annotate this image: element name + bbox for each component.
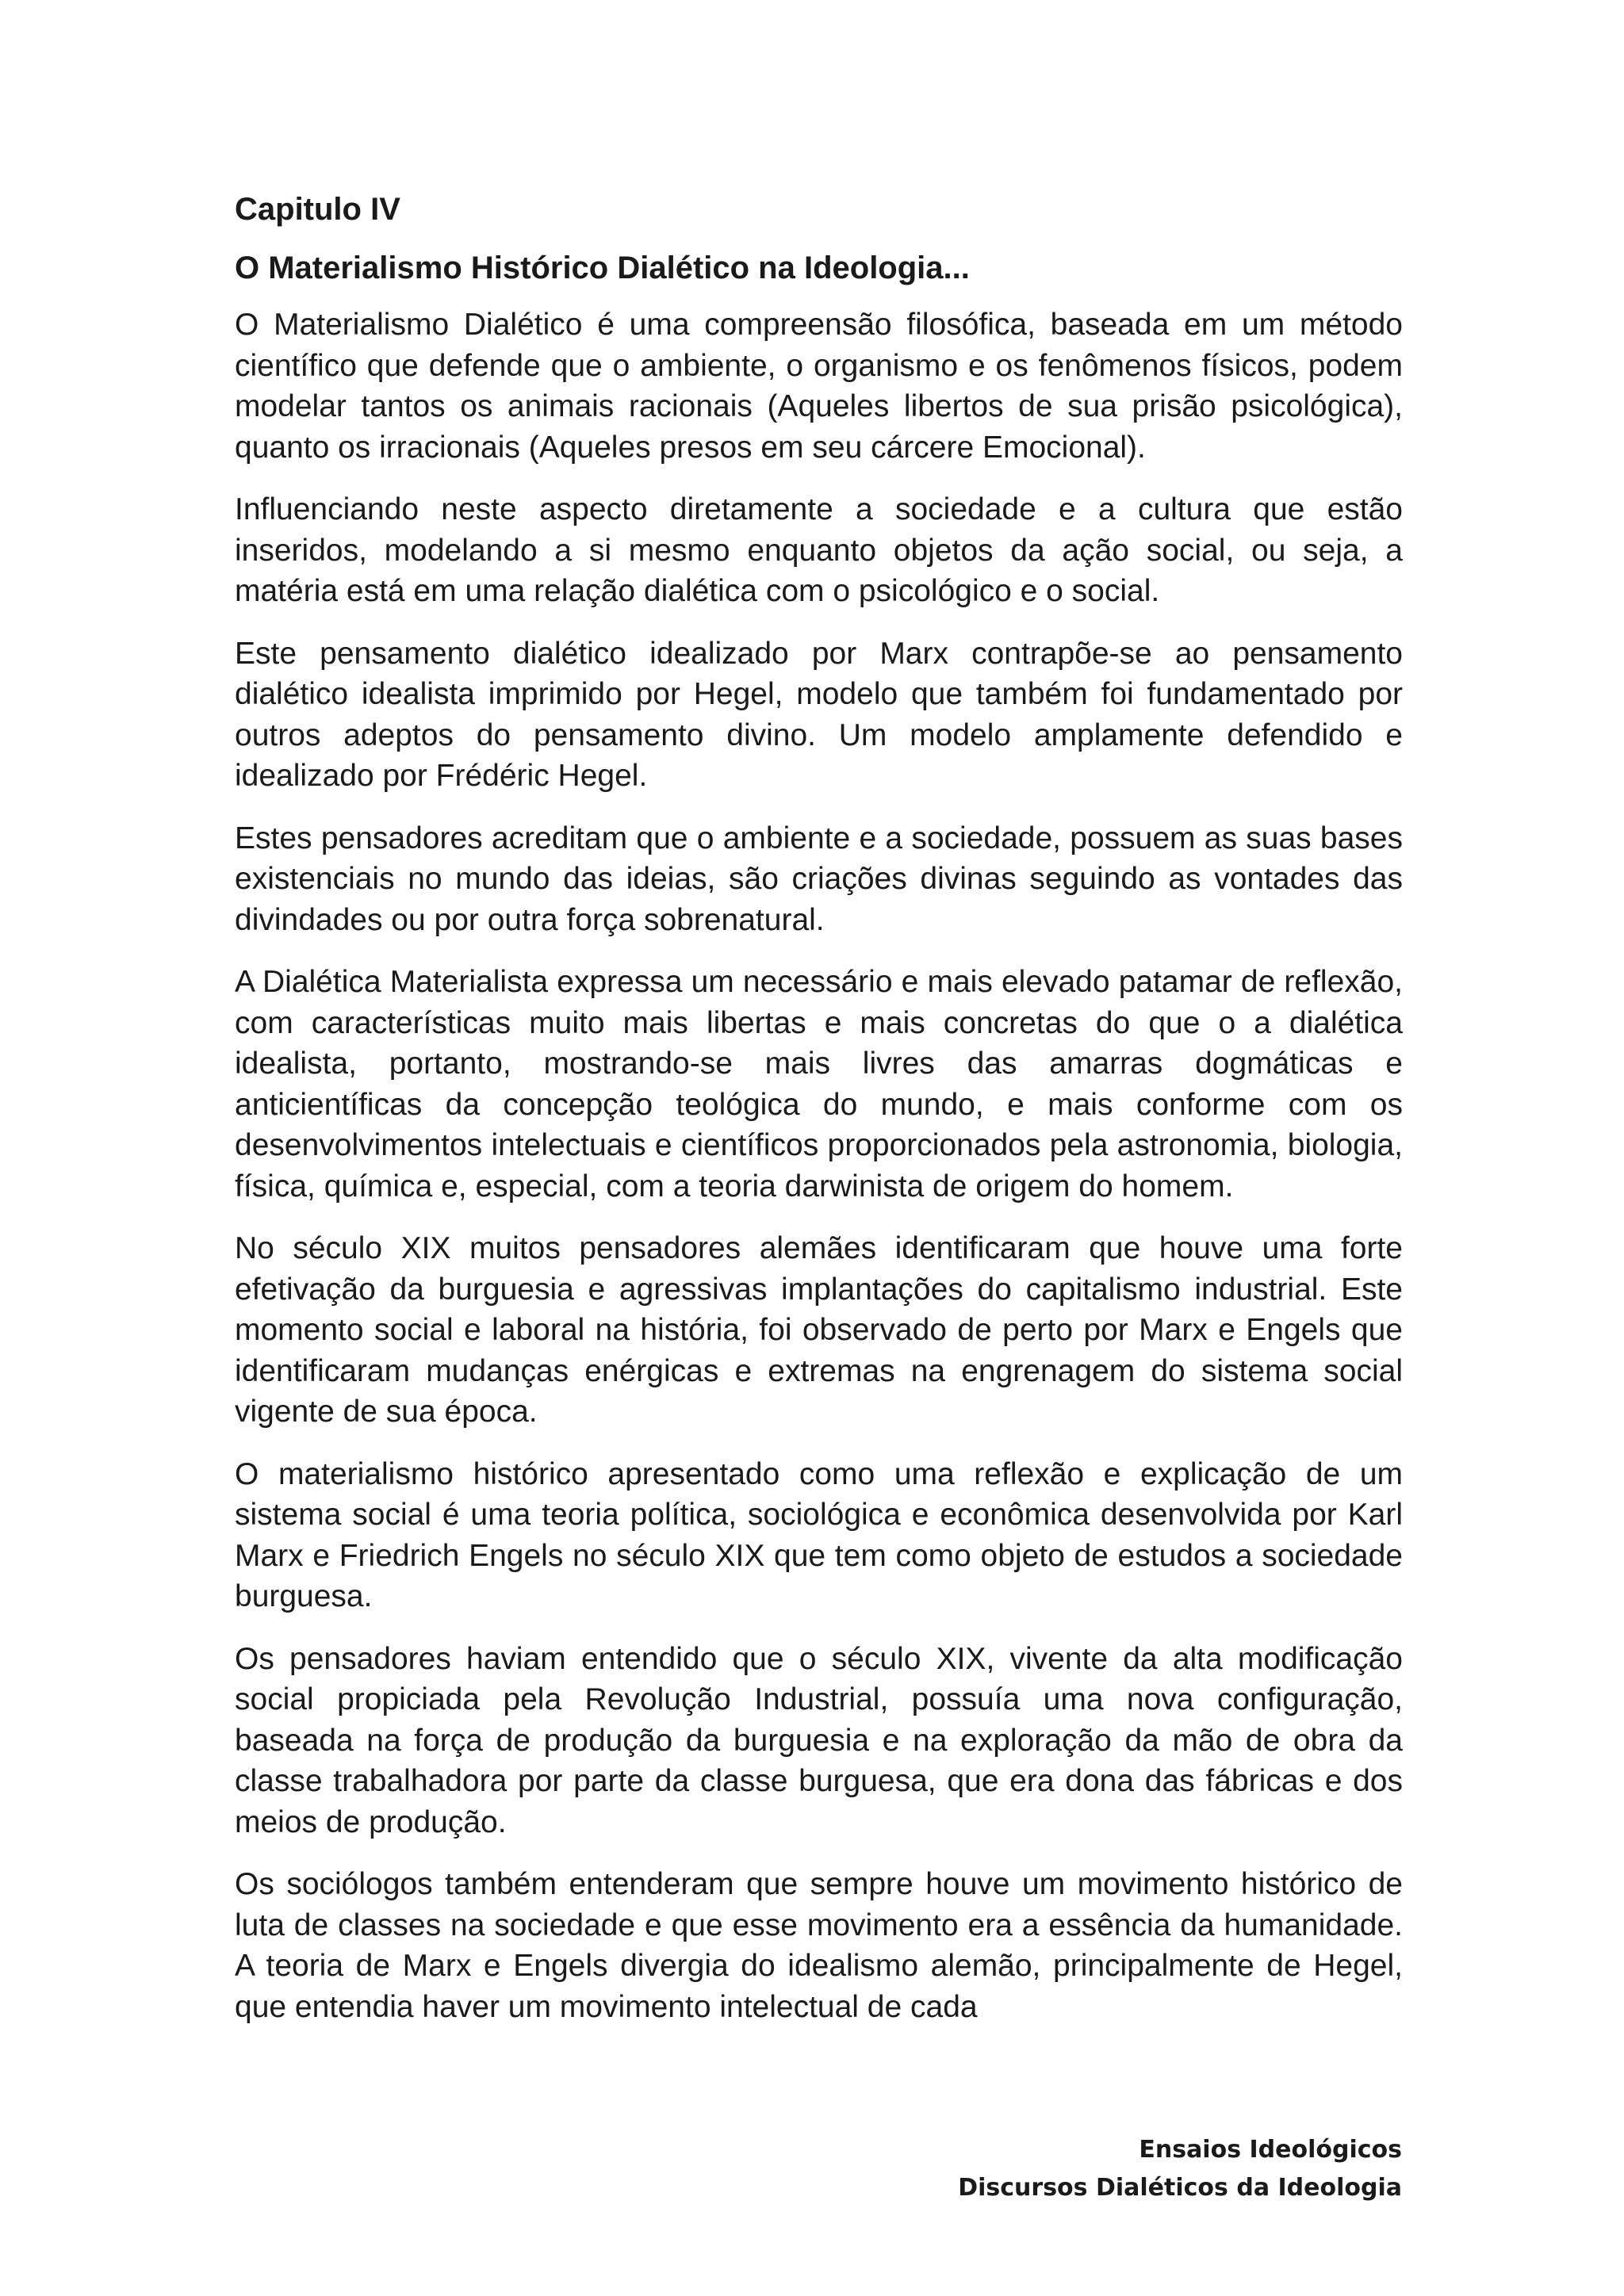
- footer-book-subtitle: Discursos Dialéticos da Ideologia: [958, 2174, 1402, 2202]
- footer-book-title: Ensaios Ideológicos: [1139, 2136, 1402, 2164]
- paragraph: Estes pensadores acreditam que o ambiente e a sociedade, possuem as suas bases existenciais no mundo das ideias, são criações divinas seguindo as vontades das divindades ou por outra força sobrenatural.: [235, 821, 1403, 937]
- paragraph: Os pensadores haviam entendido que o século XIX, vivente da alta modificação social propiciada pela Revolução Industrial, possuía uma nova configuração, baseada na força de produção da burguesia e na exploração da mão de obra da classe trabalhadora por parte da classe burguesa, que era dona das fábricas e dos meios de produção.: [235, 1641, 1403, 1839]
- paragraph: Os sociólogos também entenderam que sempre houve um movimento histórico de luta de classes na sociedade e que esse movimento era a essência da humanidade. A teoria de Marx e Engels divergia do idealismo alemão, principalmente de Hegel, que entendia haver um movimento intelectual de cada: [235, 1867, 1403, 2024]
- paragraph: O Materialismo Dialético é uma compreensão filosófica, baseada em um método científico que defende que o ambiente, o organismo e os fenômenos físicos, podem modelar tantos os animais racionais (Aqueles libertos de sua prisão psicológica), quanto os irracionais (Aqueles presos em seu cárcere Emocional).: [235, 308, 1403, 465]
- chapter-heading: Capitulo IV: [235, 192, 400, 227]
- paragraph: No século XIX muitos pensadores alemães identificaram que houve uma forte efetivação da burguesia e agressivas implantações do capitalismo industrial. Este momento social e laboral na história, foi observado de perto por Marx e Engels que identificaram mudanças enérgicas e extremas na engrenagem do sistema social vigente de sua época.: [235, 1231, 1403, 1429]
- paragraph: O materialismo histórico apresentado como uma reflexão e explicação de um sistema social é uma teoria política, sociológica e econômica desenvolvida por Karl Marx e Friedrich Engels no século XIX que tem como objeto de estudos a sociedade burguesa.: [235, 1456, 1403, 1613]
- page-footer: [958, 2131, 1402, 2207]
- paragraph: Influenciando neste aspecto diretamente a sociedade e a cultura que estão inseridos, modelando a si mesmo enquanto objetos da ação social, ou seja, a matéria está em uma relação dialética com o psicológico e o social.: [235, 492, 1403, 608]
- paragraph: A Dialética Materialista expressa um necessário e mais elevado patamar de reflexão, com características muito mais libertas e mais concretas do que o a dialética idealista, portanto, mostrando-se mais livres das amarras dogmáticas e anticientíficas da concepção teológica do mundo, e mais conforme com os desenvolvimentos intelectuais e científicos proporcionados pela astronomia, biologia, física, química e, especial, com a teoria darwinista de origem do homem.: [235, 965, 1403, 1203]
- paragraph: Este pensamento dialético idealizado por Marx contrapõe-se ao pensamento dialético idealista imprimido por Hegel, modelo que também foi fundamentado por outros adeptos do pensamento divino. Um modelo amplamente defendido e idealizado por Frédéric Hegel.: [235, 636, 1403, 793]
- page-content: [235, 189, 1403, 2049]
- chapter-title: O Materialismo Histórico Dialético na Ideologia...: [235, 251, 970, 285]
